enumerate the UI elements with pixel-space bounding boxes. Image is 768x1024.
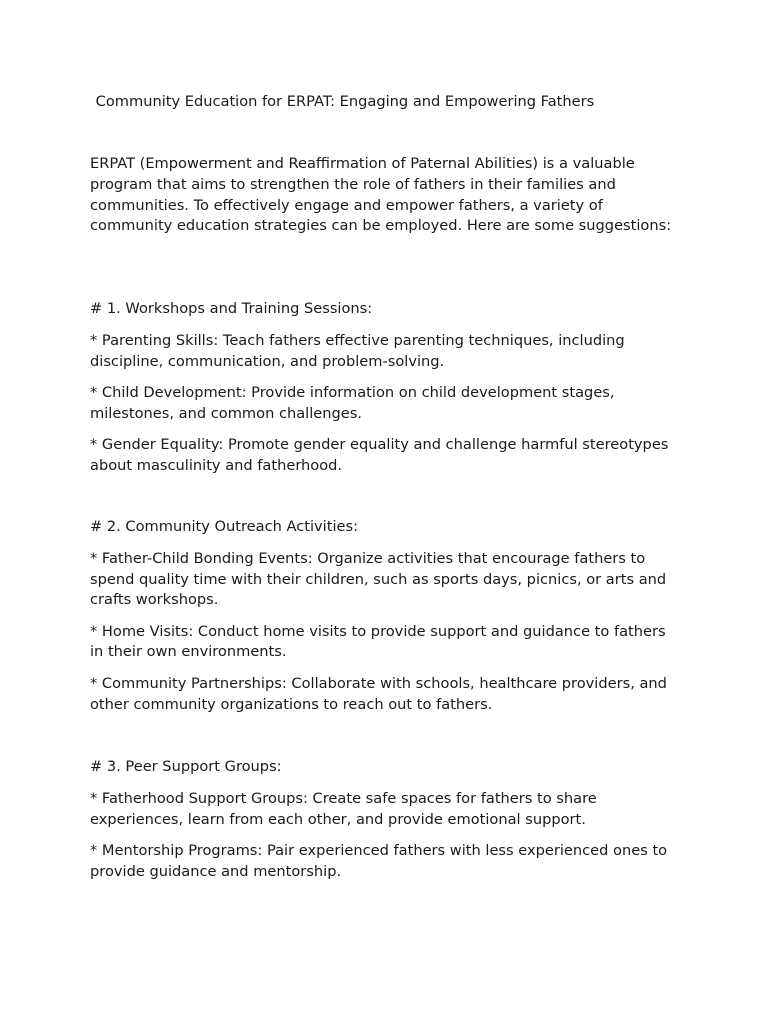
list-item: * Mentorship Programs: Pair experienced fathers with less experienced ones to provide guidance and mentorship. xyxy=(90,841,668,880)
list-item: * Parenting Skills: Teach fathers effective parenting techniques, including discipline, communication, and problem-solving. xyxy=(90,331,625,370)
list-item: * Community Partnerships: Collaborate with schools, healthcare providers, and other community organizations to reach out to fathers. xyxy=(90,674,667,713)
section-heading: # 2. Community Outreach Activities: xyxy=(90,518,358,535)
section-heading: # 1. Workshops and Training Sessions: xyxy=(90,300,373,317)
section-workshops xyxy=(90,299,680,487)
section-peer-support xyxy=(90,757,680,893)
section-outreach xyxy=(90,517,680,726)
section-heading: # 3. Peer Support Groups: xyxy=(90,758,282,775)
list-item: * Child Development: Provide information on child development stages, milestones, and common challenges. xyxy=(90,383,615,422)
intro-paragraph: ERPAT (Empowerment and Reaffirmation of Paternal Abilities) is a valuable program that aims to strengthen the role of fathers in their families and communities. To effectively engage and empower fathers, a variety of community education strategies can be employed. Here are some suggestions: xyxy=(90,155,672,235)
list-item: * Gender Equality: Promote gender equality and challenge harmful stereotypes about masculinity and fatherhood. xyxy=(90,435,669,474)
list-item: * Home Visits: Conduct home visits to provide support and guidance to fathers in their own environments. xyxy=(90,622,666,661)
list-item: * Fatherhood Support Groups: Create safe spaces for fathers to share experiences, learn from each other, and provide emotional support. xyxy=(90,789,597,828)
document-title: Community Education for ERPAT: Engaging and Empowering Fathers xyxy=(91,93,595,110)
list-item: * Father-Child Bonding Events: Organize activities that encourage fathers to spend quality time with their children, such as sports days, picnics, or arts and crafts workshops. xyxy=(90,549,667,609)
